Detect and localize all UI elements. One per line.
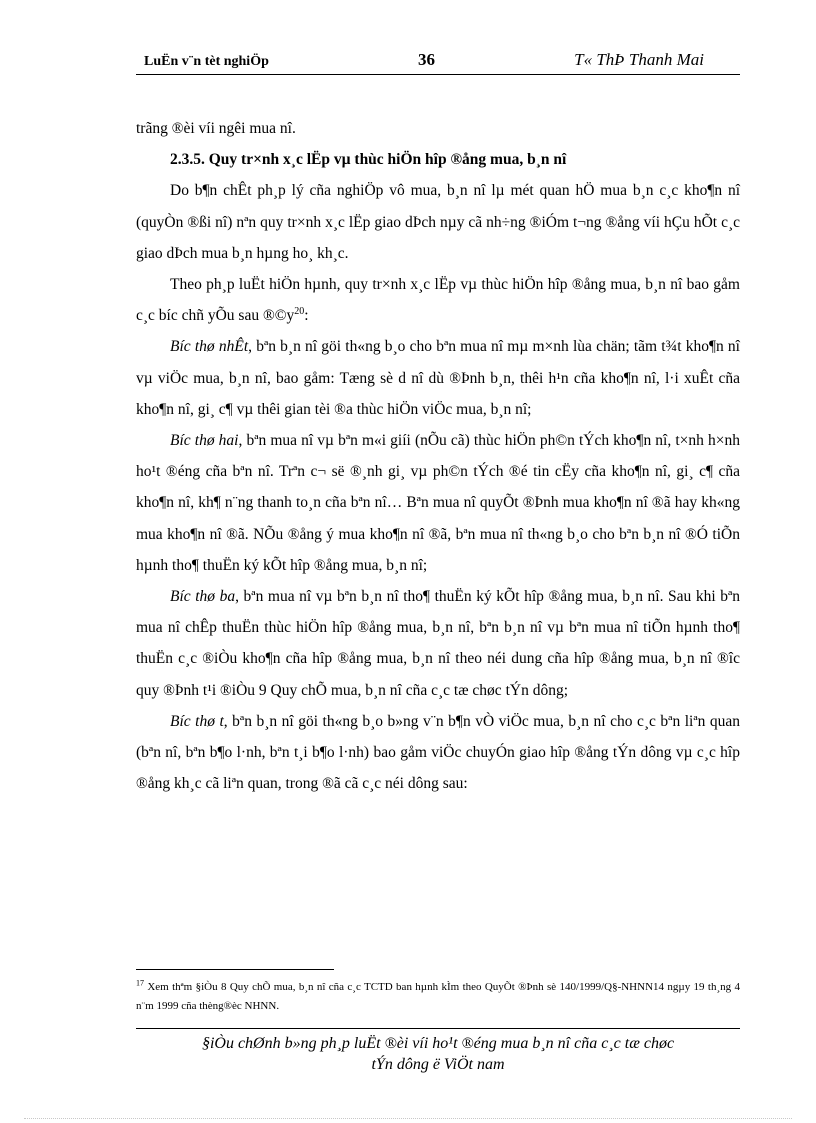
footnote [136, 978, 740, 1016]
footer-line-1: §iÒu chØnh b»ng ph¸p luËt ®èi víi ho¹t ®éng mua b¸n nî cña c¸c tæ chøc [201, 1035, 675, 1052]
page-body [136, 113, 740, 799]
paragraph-2 [136, 269, 740, 331]
footnote-ref-20: 20 [294, 306, 305, 318]
footer-line-2: tÝn dông ë ViÖt nam [371, 1056, 505, 1073]
paragraph-2-text: Theo ph¸p luËt hiÖn hµnh, quy tr×nh x¸c lËp vµ thùc hiÖn hîp ®ång mua, b¸n nî bao gåm c¸c bíc chñ yÕu sau ®©y [136, 276, 740, 325]
header-author-name: T« ThÞ Thanh Mai [574, 50, 704, 69]
footnote-divider [136, 969, 334, 970]
intro-line: trãng ®èi víi ngêi mua nî. [136, 120, 296, 137]
step-3-text: , bªn mua nî vµ bªn b¸n nî tho¶ thuËn ký kÕt hîp ®ång mua, b¸n nî. Sau khi bªn mua nî chÊp thuËn thùc hiÖn hîp ®ång mua, b¸n nî, bªn b¸n nî vµ bªn mua nî tiÕn hµnh tho¶ thuËn c¸c ®iÒu kho¶n cña hîp ®ång mua, b¸n nî theo néi dung cña hîp ®ång mua, b¸n nî ®îc quy ®Þnh t¹i ®iÒu 9 Quy chÕ mua, b¸n nî cña c¸c tæ chøc tÝn dông; [136, 588, 741, 699]
paragraph-1: Do b¶n chÊt ph¸p lý cña nghiÖp vô mua, b¸n nî lµ mét quan hÖ mua b¸n c¸c kho¶n nî (quyÒn ®ßi nî) nªn quy tr×nh x¸c lËp giao dÞch nµy cã nh÷ng ®iÓm t¬ng ®ång víi hÇu hÕt c¸c giao dÞch mua b¸n hµng ho¸ kh¸c. [136, 182, 740, 262]
page-header [136, 50, 740, 75]
step-3-label: Bíc thø ba [170, 588, 236, 606]
paragraph-2-end: : [304, 307, 309, 325]
footnote-text: Xem thªm §iÒu 8 Quy chÕ mua, b¸n nî cña c¸c TCTD ban hµnh kÌm theo QuyÕt ®Þnh sè 140/1999/Q§-NHNN14 ngµy 19 th¸ng 4 n¨m 1999 cña thèng®èc NHNN. [136, 981, 740, 1012]
footer-divider [136, 1028, 740, 1029]
step-1-label: Bíc thø nhÊt [170, 338, 249, 356]
step-1-paragraph [136, 331, 740, 425]
step-3-paragraph [136, 581, 740, 706]
step-2-text: , bªn mua nî vµ bªn m«i giíi (nÕu cã) thùc hiÖn ph©n tÝch kho¶n nî, t×nh h×nh ho¹t ®éng cña bªn nî. Trªn c¬ së ®¸nh gi¸ vµ ph©n tÝch ®é tin cËy cña kho¶n nî, gi¸ c¶ cña kho¶n nî, kh¶ n¨ng thanh to¸n cña bªn nî… Bªn mua nî quyÕt ®Þnh mua kho¶n nî ®ã hay kh«ng mua kho¶n nî ®ã. NÕu ®ång ý mua kho¶n nî ®ã, bªn mua nî th«ng b¸o cho bªn b¸n nî ®Ó tiÕn hµnh tho¶ thuËn ký kÕt hîp ®ång mua, b¸n nî; [136, 432, 740, 574]
step-2-paragraph [136, 425, 740, 581]
page-number: 36 [418, 50, 435, 69]
page-edge-divider [24, 1118, 792, 1119]
section-heading: 2.3.5. Quy tr×nh x¸c lËp vµ thùc hiÖn hîp ®ång mua, b¸n nî [170, 151, 567, 169]
step-4-text: , bªn b¸n nî göi th«ng b¸o b»ng v¨n b¶n vÒ viÖc mua, b¸n nî cho c¸c bªn liªn quan (bªn nî, bªn b¶o l·nh, bªn t¸i b¶o l·nh) bao gåm viÖc chuyÓn giao hîp ®ång tÝn dông vµ c¸c hîp ®ång kh¸c cã liªn quan, trong ®ã cã c¸c néi dông sau: [136, 712, 740, 793]
footnote-marker: 17 [136, 978, 144, 988]
page-footer [136, 1033, 740, 1075]
step-4-label: Bíc thø t [170, 712, 224, 730]
step-1-text: , bªn b¸n nî göi th«ng b¸o cho bªn mua nî mµ m×nh lùa chän; tãm t¾t kho¶n nî vµ viÖc mua, b¸n nî, bao gåm: Tæng sè d nî dù ®Þnh b¸n, thêi h¹n cña kho¶n nî, l·i xuÊt cña kho¶n nî, gi¸ c¶ vµ thêi gian tèi ®a thùc hiÖn viÖc mua, b¸n nî; [136, 338, 740, 418]
step-4-paragraph [136, 706, 740, 800]
step-2-label: Bíc thø hai [170, 432, 239, 450]
header-thesis-label: LuËn v¨n tèt nghiÖp [144, 54, 269, 69]
